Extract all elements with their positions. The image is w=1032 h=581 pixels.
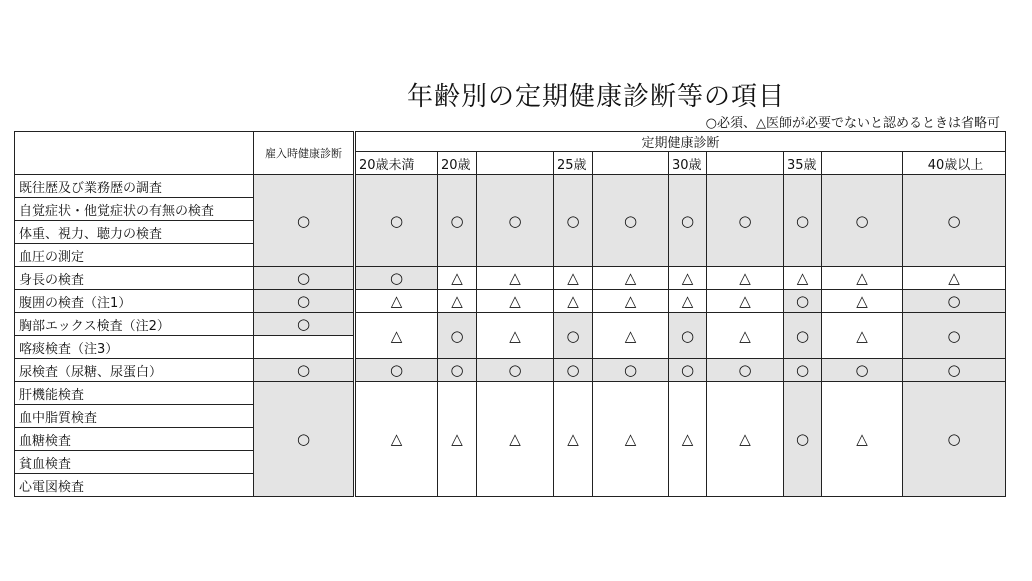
age-header-7: 35歳 bbox=[784, 152, 822, 175]
table-row bbox=[15, 267, 1006, 290]
checkup-table bbox=[14, 131, 1006, 497]
mark-cell: ○ bbox=[822, 175, 903, 267]
mark-cell: △ bbox=[355, 290, 438, 313]
mark-cell: △ bbox=[554, 290, 593, 313]
mark-cell: ○ bbox=[669, 313, 707, 359]
mark-cell: △ bbox=[477, 313, 554, 359]
item-label: 身長の検査 bbox=[15, 267, 254, 290]
item-label: 血中脂質検査 bbox=[15, 405, 254, 428]
mark-cell: △ bbox=[593, 267, 669, 290]
mark-cell: △ bbox=[477, 267, 554, 290]
header-hire: 雇入時健康診断 bbox=[254, 132, 355, 175]
mark-cell: △ bbox=[438, 382, 477, 497]
item-label: 胸部エックス検査（注2） bbox=[15, 313, 254, 336]
hire-cell: ○ bbox=[254, 290, 355, 313]
hire-cell: ○ bbox=[254, 382, 355, 497]
mark-cell: ○ bbox=[784, 359, 822, 382]
mark-cell: ○ bbox=[355, 359, 438, 382]
item-label: 肝機能検査 bbox=[15, 382, 254, 405]
mark-cell: △ bbox=[784, 267, 822, 290]
hire-cell: ○ bbox=[254, 175, 355, 267]
mark-cell: ○ bbox=[707, 175, 784, 267]
hire-cell: ○ bbox=[254, 359, 355, 382]
mark-cell: ○ bbox=[903, 313, 1006, 359]
hire-cell bbox=[254, 336, 355, 359]
mark-cell: ○ bbox=[355, 175, 438, 267]
age-header-8 bbox=[822, 152, 903, 175]
mark-cell: △ bbox=[669, 382, 707, 497]
mark-cell: ○ bbox=[554, 175, 593, 267]
header-periodic: 定期健康診断 bbox=[355, 132, 1006, 152]
item-label: 腹囲の検査（注1） bbox=[15, 290, 254, 313]
item-label: 心電図検査 bbox=[15, 474, 254, 497]
mark-cell: ○ bbox=[477, 359, 554, 382]
mark-cell: ○ bbox=[669, 359, 707, 382]
mark-cell: ○ bbox=[903, 359, 1006, 382]
mark-cell: ○ bbox=[438, 175, 477, 267]
mark-cell: △ bbox=[477, 290, 554, 313]
mark-cell: ○ bbox=[707, 359, 784, 382]
item-label: 体重、視力、聴力の検査 bbox=[15, 221, 254, 244]
mark-cell: ○ bbox=[438, 313, 477, 359]
mark-cell: △ bbox=[903, 267, 1006, 290]
age-header-9: 40歳以上 bbox=[903, 152, 1006, 175]
item-label: 喀痰検査（注3） bbox=[15, 336, 254, 359]
mark-cell: ○ bbox=[822, 359, 903, 382]
mark-cell: ○ bbox=[593, 359, 669, 382]
table-row bbox=[15, 175, 1006, 198]
mark-cell: △ bbox=[438, 267, 477, 290]
item-label: 尿検査（尿糖、尿蛋白） bbox=[15, 359, 254, 382]
mark-cell: △ bbox=[707, 267, 784, 290]
table-row bbox=[15, 290, 1006, 313]
age-header-3: 25歳 bbox=[554, 152, 593, 175]
header-corner bbox=[15, 132, 254, 175]
mark-cell: ○ bbox=[669, 175, 707, 267]
mark-cell: △ bbox=[355, 313, 438, 359]
item-label: 血糖検査 bbox=[15, 428, 254, 451]
mark-cell: △ bbox=[822, 267, 903, 290]
age-header-5: 30歳 bbox=[669, 152, 707, 175]
mark-cell: ○ bbox=[593, 175, 669, 267]
mark-cell: △ bbox=[822, 313, 903, 359]
hire-cell: ○ bbox=[254, 267, 355, 290]
mark-cell: △ bbox=[707, 382, 784, 497]
item-label: 既往歴及び業務歴の調査 bbox=[15, 175, 254, 198]
table-row bbox=[15, 382, 1006, 405]
mark-cell: △ bbox=[822, 290, 903, 313]
mark-cell: ○ bbox=[477, 175, 554, 267]
mark-cell: △ bbox=[669, 267, 707, 290]
legend-note: ○必須、△医師が必要でないと認めるときは省略可 bbox=[705, 116, 1000, 131]
mark-cell: △ bbox=[593, 290, 669, 313]
page-title: 年齢別の定期健康診断等の項目 bbox=[406, 82, 785, 112]
mark-cell: ○ bbox=[784, 175, 822, 267]
age-header-6 bbox=[707, 152, 784, 175]
mark-cell: △ bbox=[438, 290, 477, 313]
mark-cell: △ bbox=[707, 290, 784, 313]
mark-cell: △ bbox=[593, 313, 669, 359]
table-row bbox=[15, 313, 1006, 336]
header-row-1 bbox=[15, 132, 1006, 152]
mark-cell: ○ bbox=[554, 359, 593, 382]
mark-cell: ○ bbox=[438, 359, 477, 382]
mark-cell: △ bbox=[477, 382, 554, 497]
age-header-0: 20歳未満 bbox=[355, 152, 438, 175]
mark-cell: △ bbox=[707, 313, 784, 359]
mark-cell: △ bbox=[554, 382, 593, 497]
mark-cell: ○ bbox=[784, 313, 822, 359]
mark-cell: ○ bbox=[355, 267, 438, 290]
mark-cell: ○ bbox=[903, 290, 1006, 313]
mark-cell: ○ bbox=[784, 290, 822, 313]
mark-cell: △ bbox=[669, 290, 707, 313]
age-header-1: 20歳 bbox=[438, 152, 477, 175]
mark-cell: △ bbox=[593, 382, 669, 497]
table-row bbox=[15, 359, 1006, 382]
item-label: 血圧の測定 bbox=[15, 244, 254, 267]
mark-cell: △ bbox=[554, 267, 593, 290]
hire-cell: ○ bbox=[254, 313, 355, 336]
mark-cell: ○ bbox=[903, 175, 1006, 267]
age-header-4 bbox=[593, 152, 669, 175]
item-label: 自覚症状・他覚症状の有無の検査 bbox=[15, 198, 254, 221]
mark-cell: ○ bbox=[903, 382, 1006, 497]
mark-cell: △ bbox=[822, 382, 903, 497]
mark-cell: △ bbox=[355, 382, 438, 497]
mark-cell: ○ bbox=[784, 382, 822, 497]
age-header-2 bbox=[477, 152, 554, 175]
mark-cell: ○ bbox=[554, 313, 593, 359]
item-label: 貧血検査 bbox=[15, 451, 254, 474]
